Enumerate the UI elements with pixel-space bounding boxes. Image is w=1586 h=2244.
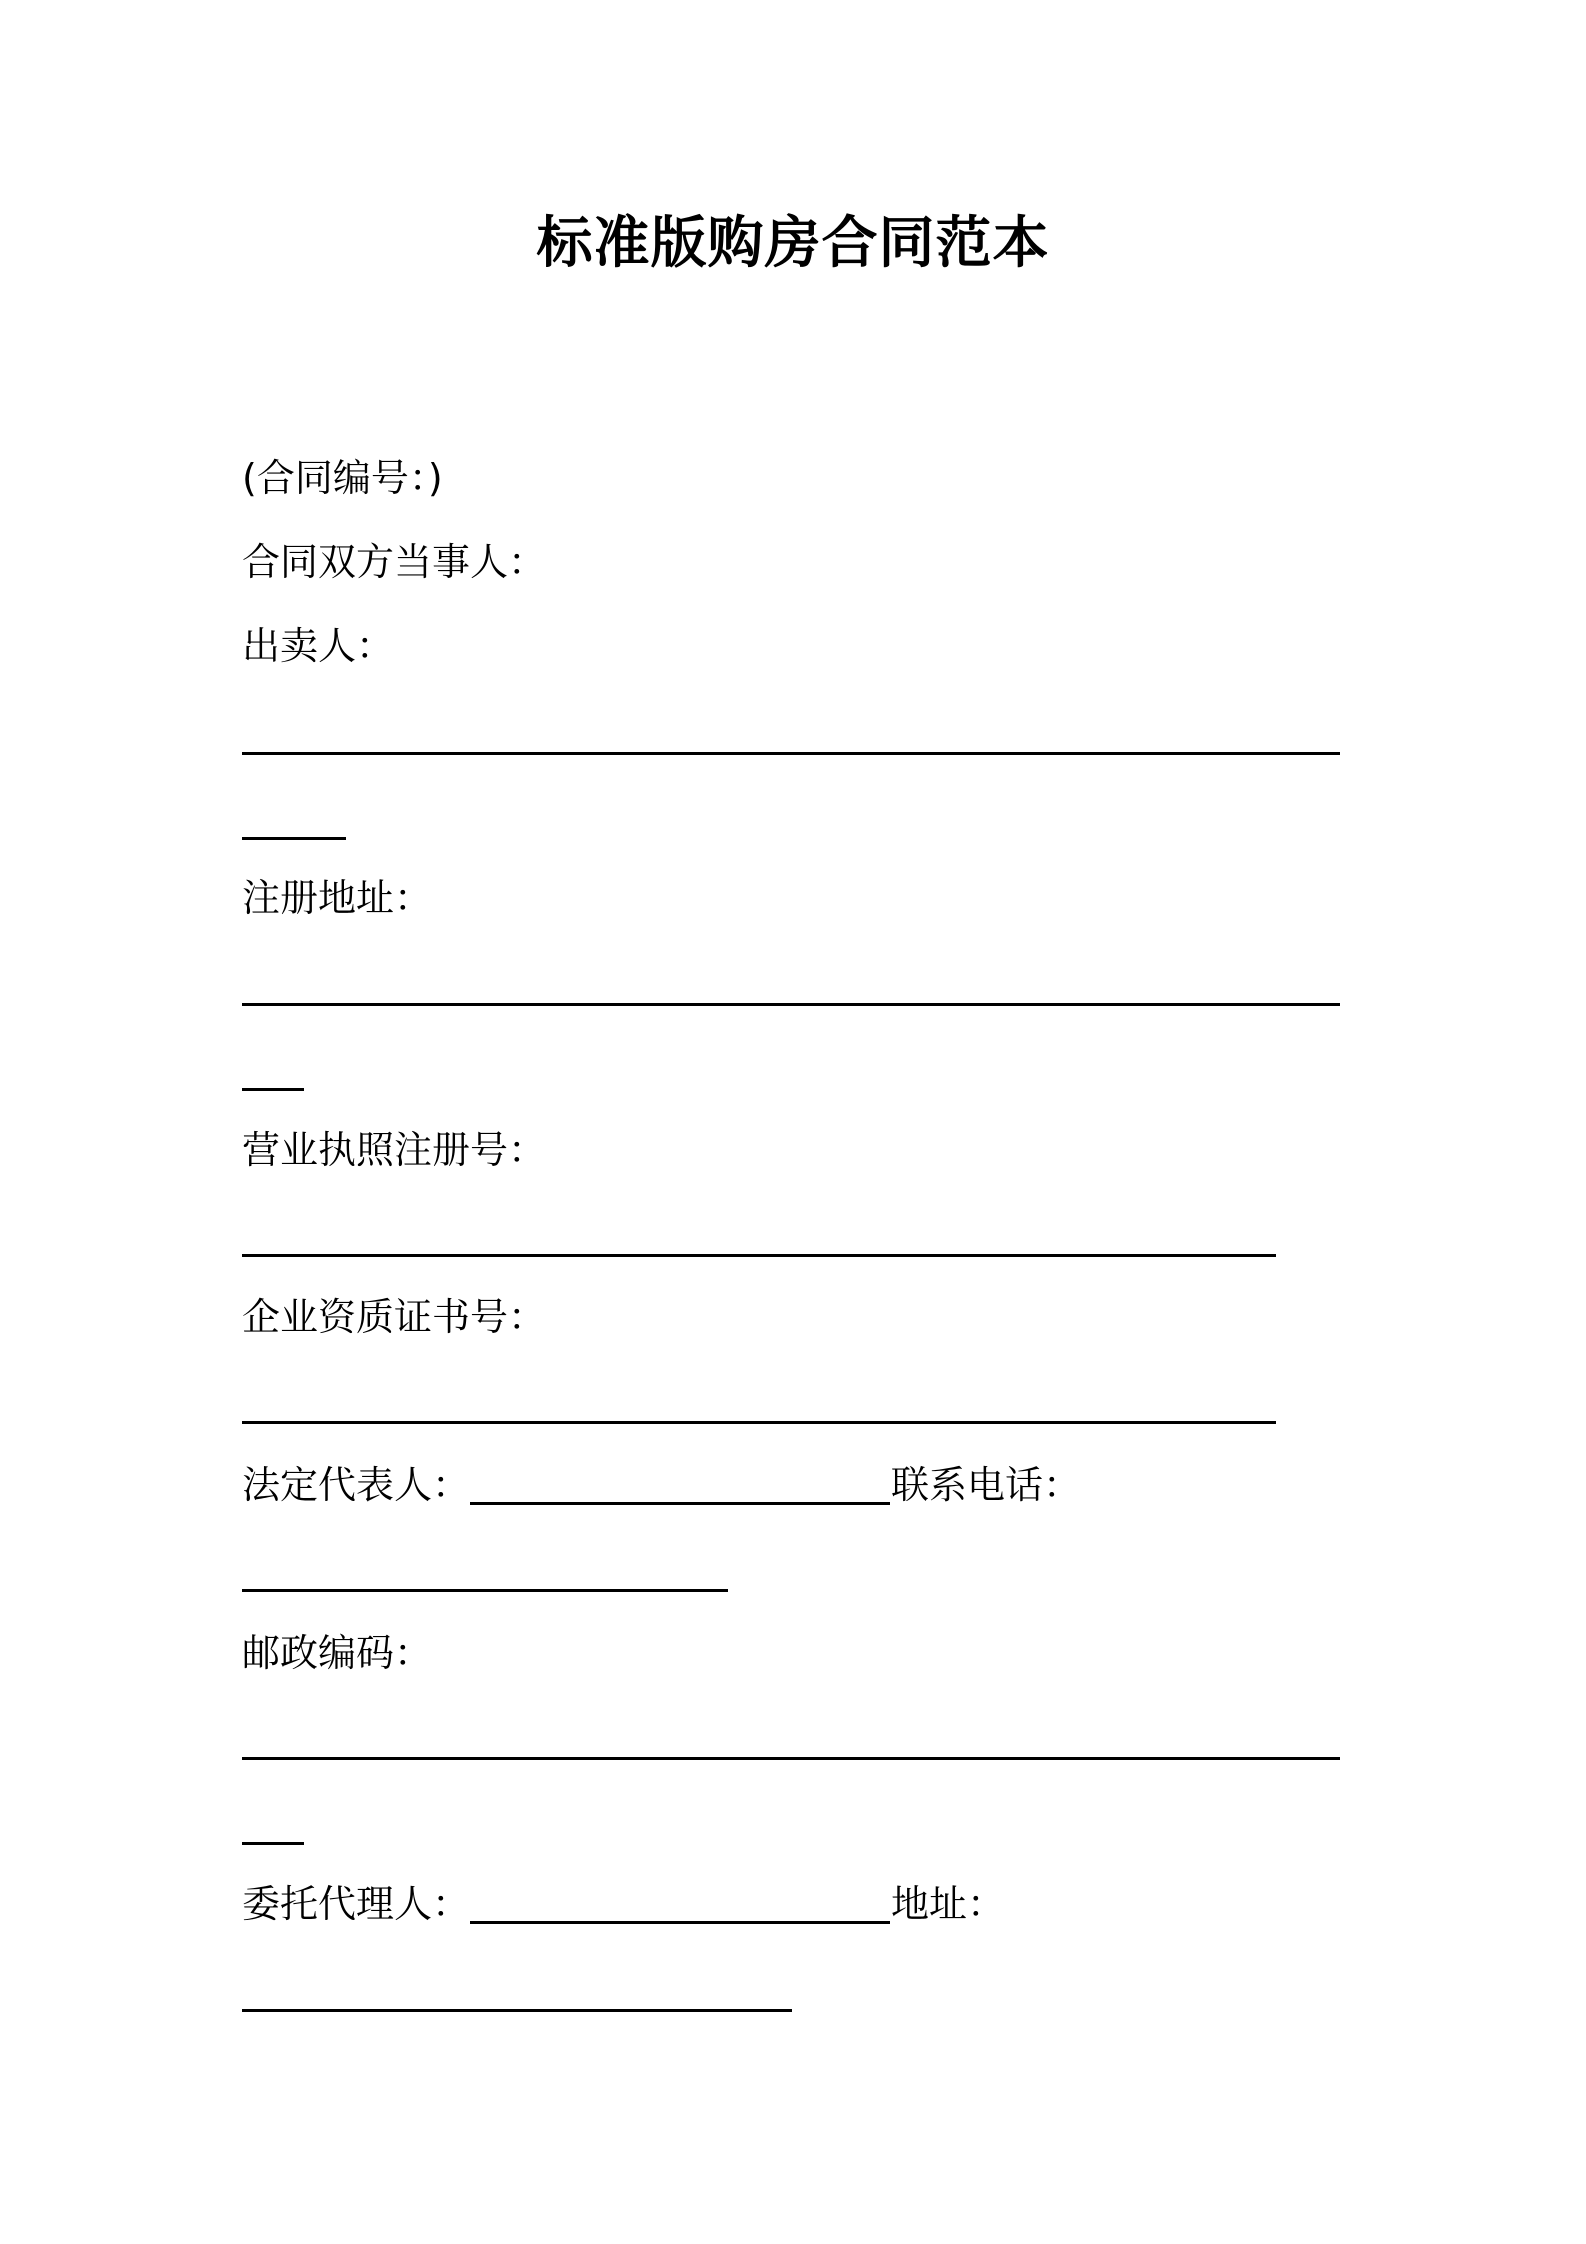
postal-code-blank[interactable]	[242, 1757, 1340, 1760]
registered-address-label: 注册地址：	[242, 876, 433, 920]
contract-number: (合同编号：)	[242, 456, 443, 500]
seller-blank-line[interactable]	[242, 752, 1340, 755]
postal-code-blank-cont[interactable]	[242, 1842, 304, 1845]
address-blank[interactable]	[242, 2009, 792, 2012]
agent-blank[interactable]	[470, 1921, 890, 1924]
phone-label: 联系电话：	[891, 1463, 1082, 1507]
agent-label: 委托代理人：	[242, 1882, 471, 1926]
legal-rep-blank[interactable]	[470, 1502, 890, 1505]
address-label: 地址：	[891, 1882, 1006, 1926]
business-license-blank[interactable]	[242, 1254, 1276, 1257]
phone-blank[interactable]	[242, 1589, 728, 1592]
postal-code-label: 邮政编码：	[242, 1631, 433, 1675]
qualification-cert-label: 企业资质证书号：	[242, 1295, 547, 1339]
qualification-cert-blank[interactable]	[242, 1421, 1276, 1424]
legal-rep-label: 法定代表人：	[242, 1463, 471, 1507]
seller-label: 出卖人：	[242, 624, 395, 668]
page-title: 标准版购房合同范本	[536, 211, 1050, 276]
business-license-label: 营业执照注册号：	[242, 1128, 547, 1172]
registered-address-blank[interactable]	[242, 1003, 1340, 1006]
registered-address-blank-cont[interactable]	[242, 1088, 304, 1091]
seller-blank-line-cont[interactable]	[242, 837, 346, 840]
parties-heading: 合同双方当事人：	[242, 540, 547, 584]
